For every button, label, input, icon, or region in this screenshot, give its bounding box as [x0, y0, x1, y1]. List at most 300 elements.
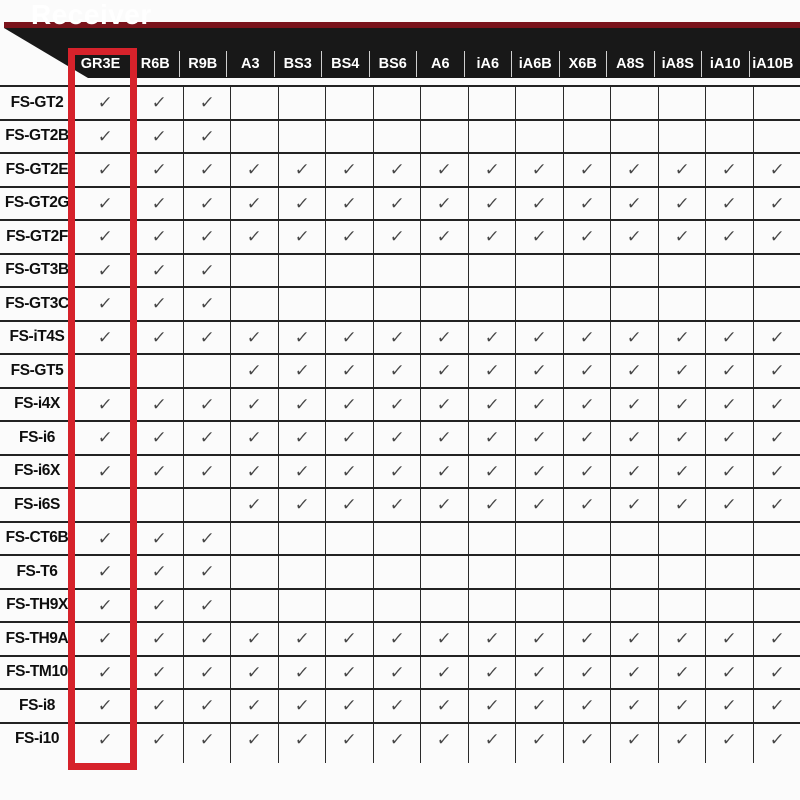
compat-cell-empty [420, 87, 468, 119]
compat-cell-empty [705, 255, 753, 287]
compat-cell-checked [74, 87, 135, 119]
column-header-a3: A3 [226, 51, 274, 77]
check-icon: ✓ [721, 227, 738, 247]
check-icon: ✓ [388, 662, 405, 682]
compat-cell-empty [420, 288, 468, 320]
grid-stub-line [753, 755, 800, 763]
check-icon: ✓ [436, 227, 453, 247]
check-icon: ✓ [96, 595, 114, 615]
check-icon: ✓ [531, 729, 548, 749]
compat-cell-checked [135, 590, 183, 622]
check-icon: ✓ [151, 294, 168, 314]
compat-cell-checked [610, 690, 658, 722]
compat-cell-empty [705, 288, 753, 320]
compat-cell-checked [183, 87, 231, 119]
compat-cell-empty [753, 255, 800, 287]
column-header-r9b: R9B [179, 51, 227, 77]
compat-cell-checked [325, 188, 373, 220]
compat-cell-checked [183, 221, 231, 253]
compat-cell-empty [373, 556, 421, 588]
compat-cell-empty [610, 121, 658, 153]
check-icon: ✓ [578, 428, 595, 448]
check-icon: ✓ [721, 461, 738, 481]
grid-stub-spacer [0, 755, 74, 763]
compat-cell-checked [420, 489, 468, 521]
check-icon: ✓ [96, 562, 114, 582]
compat-cell-checked [420, 623, 468, 655]
check-icon: ✓ [388, 394, 405, 414]
check-icon: ✓ [151, 160, 168, 180]
compat-cell-checked [515, 422, 563, 454]
compat-cell-checked [753, 489, 800, 521]
compat-cell-checked [183, 690, 231, 722]
row-label: FS-GT2B [5, 127, 69, 145]
compat-cell-empty [515, 556, 563, 588]
compat-cell-checked [468, 724, 516, 756]
compat-cell-checked [563, 355, 611, 387]
compat-cell-checked [183, 724, 231, 756]
compat-cell-checked [373, 690, 421, 722]
check-icon: ✓ [626, 461, 643, 481]
compat-cell-checked [610, 221, 658, 253]
check-icon: ✓ [578, 227, 595, 247]
compat-cell-checked [610, 456, 658, 488]
compat-cell-empty [373, 87, 421, 119]
compat-cell-checked [183, 456, 231, 488]
compat-cell-checked [753, 623, 800, 655]
compat-cell-checked [563, 389, 611, 421]
check-icon: ✓ [626, 394, 643, 414]
check-icon: ✓ [436, 461, 453, 481]
compat-cell-empty [420, 523, 468, 555]
check-icon: ✓ [578, 327, 595, 347]
check-icon: ✓ [626, 662, 643, 682]
row-label: FS-GT5 [10, 361, 64, 379]
compat-cell-checked [230, 690, 278, 722]
compat-cell-checked [420, 188, 468, 220]
banner-title: Receiver [31, 0, 152, 30]
check-icon: ✓ [198, 193, 215, 213]
table-row-fs-i4x [0, 387, 800, 421]
check-icon: ✓ [198, 327, 215, 347]
compat-cell-empty [515, 121, 563, 153]
check-icon: ✓ [293, 193, 310, 213]
compat-cell-checked [135, 556, 183, 588]
check-icon: ✓ [721, 394, 738, 414]
compat-cell-empty [610, 288, 658, 320]
compat-cell-checked [563, 322, 611, 354]
compat-cell-checked [705, 355, 753, 387]
check-icon: ✓ [198, 662, 215, 682]
compat-cell-checked [74, 422, 135, 454]
check-icon: ✓ [388, 696, 405, 716]
compat-cell-checked [278, 221, 326, 253]
check-icon: ✓ [96, 629, 114, 649]
check-icon: ✓ [768, 227, 785, 247]
check-icon: ✓ [483, 696, 500, 716]
compat-cell-checked [373, 623, 421, 655]
compat-cell-checked [468, 657, 516, 689]
compat-cell-checked [705, 188, 753, 220]
check-icon: ✓ [246, 729, 263, 749]
compat-cell-checked [515, 690, 563, 722]
check-icon: ✓ [721, 495, 738, 515]
check-icon: ✓ [578, 394, 595, 414]
compat-cell-checked [230, 657, 278, 689]
check-icon: ✓ [626, 361, 643, 381]
check-icon: ✓ [531, 160, 548, 180]
check-icon: ✓ [198, 461, 215, 481]
table-row-fs-gt5 [0, 353, 800, 387]
compat-cell-empty [325, 288, 373, 320]
compat-cell-empty [705, 556, 753, 588]
check-icon: ✓ [768, 428, 785, 448]
row-label: FS-TH9A [5, 629, 69, 647]
column-header-ia6: iA6 [464, 51, 512, 77]
compat-cell-checked [658, 724, 706, 756]
compat-cell-empty [563, 590, 611, 622]
grid-stub-line [468, 755, 516, 763]
check-icon: ✓ [341, 361, 358, 381]
check-icon: ✓ [198, 294, 215, 314]
compat-cell-checked [135, 154, 183, 186]
check-icon: ✓ [293, 662, 310, 682]
check-icon: ✓ [673, 428, 690, 448]
compat-cell-checked [753, 221, 800, 253]
row-label: FS-i8 [19, 696, 55, 714]
compat-cell-empty [563, 288, 611, 320]
grid-stub-line [515, 755, 563, 763]
check-icon: ✓ [96, 327, 114, 347]
table-row-fs-tm10 [0, 655, 800, 689]
compat-cell-checked [278, 188, 326, 220]
compat-cell-checked [610, 154, 658, 186]
compat-cell-checked [515, 154, 563, 186]
compat-cell-empty [325, 590, 373, 622]
compat-cell-empty [325, 121, 373, 153]
check-icon: ✓ [246, 428, 263, 448]
check-icon: ✓ [626, 729, 643, 749]
check-icon: ✓ [198, 394, 215, 414]
compat-cell-checked [74, 523, 135, 555]
grid-stub-line [74, 755, 135, 763]
compat-cell-empty [278, 121, 326, 153]
compat-cell-empty [135, 355, 183, 387]
compat-cell-checked [468, 154, 516, 186]
check-icon: ✓ [578, 629, 595, 649]
compat-cell-empty [135, 489, 183, 521]
check-icon: ✓ [483, 428, 500, 448]
compat-cell-checked [230, 623, 278, 655]
check-icon: ✓ [246, 495, 263, 515]
check-icon: ✓ [96, 696, 114, 716]
check-icon: ✓ [388, 495, 405, 515]
compat-cell-checked [563, 456, 611, 488]
check-icon: ✓ [151, 595, 168, 615]
compat-cell-checked [420, 355, 468, 387]
compat-cell-checked [610, 489, 658, 521]
check-icon: ✓ [96, 93, 114, 113]
check-icon: ✓ [293, 428, 310, 448]
check-icon: ✓ [436, 696, 453, 716]
compat-cell-empty [468, 590, 516, 622]
compat-cell-checked [420, 657, 468, 689]
compat-cell-checked [515, 623, 563, 655]
compat-cell-checked [230, 724, 278, 756]
check-icon: ✓ [293, 327, 310, 347]
compat-cell-checked [515, 322, 563, 354]
compat-cell-empty [183, 355, 231, 387]
check-icon: ✓ [198, 629, 215, 649]
check-icon: ✓ [341, 495, 358, 515]
check-icon: ✓ [388, 227, 405, 247]
compat-cell-checked [278, 657, 326, 689]
compat-cell-checked [135, 623, 183, 655]
compat-cell-empty [373, 288, 421, 320]
column-header-bs6: BS6 [369, 51, 417, 77]
compat-cell-checked [705, 221, 753, 253]
table-row-fs-i10 [0, 722, 800, 756]
check-icon: ✓ [151, 126, 168, 146]
check-icon: ✓ [531, 227, 548, 247]
compat-cell-empty [230, 121, 278, 153]
check-icon: ✓ [96, 528, 114, 548]
check-icon: ✓ [721, 729, 738, 749]
compat-cell-checked [373, 322, 421, 354]
check-icon: ✓ [768, 160, 785, 180]
compat-cell-empty [325, 255, 373, 287]
grid-stub-line [658, 755, 706, 763]
compat-cell-checked [74, 121, 135, 153]
grid-stub-line [610, 755, 658, 763]
compat-cell-checked [135, 87, 183, 119]
check-icon: ✓ [151, 528, 168, 548]
compat-cell-checked [135, 456, 183, 488]
compat-cell-empty [420, 556, 468, 588]
check-icon: ✓ [578, 193, 595, 213]
compat-cell-checked [373, 188, 421, 220]
column-header-r6b: R6B [131, 51, 179, 77]
check-icon: ✓ [483, 729, 500, 749]
compat-cell-checked [325, 322, 373, 354]
compat-cell-checked [705, 456, 753, 488]
check-icon: ✓ [293, 495, 310, 515]
check-icon: ✓ [246, 193, 263, 213]
compat-cell-checked [658, 657, 706, 689]
check-icon: ✓ [578, 662, 595, 682]
table-row-fs-ct6b [0, 521, 800, 555]
compat-cell-checked [420, 322, 468, 354]
compat-cell-empty [468, 255, 516, 287]
compat-cell-empty [658, 288, 706, 320]
check-icon: ✓ [483, 160, 500, 180]
compat-cell-checked [183, 657, 231, 689]
check-icon: ✓ [96, 662, 114, 682]
check-icon: ✓ [436, 662, 453, 682]
compat-cell-checked [420, 221, 468, 253]
compat-cell-checked [373, 355, 421, 387]
compat-cell-checked [515, 221, 563, 253]
compat-cell-checked [420, 389, 468, 421]
compat-cell-checked [705, 154, 753, 186]
compat-cell-empty [325, 523, 373, 555]
check-icon: ✓ [388, 327, 405, 347]
check-icon: ✓ [293, 461, 310, 481]
compat-cell-empty [230, 556, 278, 588]
check-icon: ✓ [151, 227, 168, 247]
table-row-fs-gt2b [0, 119, 800, 153]
check-icon: ✓ [436, 428, 453, 448]
compat-cell-empty [705, 590, 753, 622]
compat-cell-checked [230, 154, 278, 186]
check-icon: ✓ [673, 361, 690, 381]
column-header-ia6b: iA6B [511, 51, 559, 77]
check-icon: ✓ [673, 729, 690, 749]
check-icon: ✓ [151, 260, 168, 280]
compat-cell-empty [753, 87, 800, 119]
compat-cell-empty [420, 255, 468, 287]
check-icon: ✓ [198, 227, 215, 247]
check-icon: ✓ [293, 361, 310, 381]
compat-cell-checked [183, 623, 231, 655]
compat-cell-checked [563, 623, 611, 655]
compat-cell-checked [515, 188, 563, 220]
compat-cell-checked [515, 657, 563, 689]
check-icon: ✓ [388, 729, 405, 749]
check-icon: ✓ [673, 193, 690, 213]
check-icon: ✓ [436, 193, 453, 213]
check-icon: ✓ [293, 729, 310, 749]
check-icon: ✓ [531, 629, 548, 649]
compat-cell-checked [658, 188, 706, 220]
compat-cell-checked [325, 221, 373, 253]
check-icon: ✓ [626, 428, 643, 448]
compat-cell-checked [74, 657, 135, 689]
compat-cell-checked [135, 657, 183, 689]
check-icon: ✓ [293, 227, 310, 247]
check-icon: ✓ [673, 696, 690, 716]
column-header-gr3e: GR3E [80, 56, 121, 72]
compat-cell-empty [705, 523, 753, 555]
compat-cell-empty [610, 87, 658, 119]
check-icon: ✓ [246, 662, 263, 682]
grid-stub-line [135, 755, 183, 763]
row-label: FS-GT2E [5, 160, 69, 178]
compat-cell-checked [230, 355, 278, 387]
compat-cell-checked [468, 623, 516, 655]
check-icon: ✓ [293, 629, 310, 649]
check-icon: ✓ [721, 629, 738, 649]
compat-cell-checked [74, 288, 135, 320]
compat-cell-checked [325, 489, 373, 521]
grid-stub-line [420, 755, 468, 763]
compat-cell-empty [373, 523, 421, 555]
table-row-fs-gt3b [0, 253, 800, 287]
compat-cell-checked [183, 422, 231, 454]
compat-cell-checked [135, 221, 183, 253]
check-icon: ✓ [293, 696, 310, 716]
table-row-fs-i6 [0, 420, 800, 454]
check-icon: ✓ [721, 696, 738, 716]
compat-cell-empty [230, 255, 278, 287]
check-icon: ✓ [341, 629, 358, 649]
check-icon: ✓ [578, 729, 595, 749]
compat-cell-checked [74, 154, 135, 186]
check-icon: ✓ [436, 729, 453, 749]
check-icon: ✓ [483, 662, 500, 682]
check-icon: ✓ [768, 193, 785, 213]
check-icon: ✓ [246, 327, 263, 347]
compat-cell-checked [753, 422, 800, 454]
compat-cell-empty [515, 255, 563, 287]
compat-cell-empty [468, 523, 516, 555]
grid-stub-line [278, 755, 326, 763]
table-row-fs-i8 [0, 688, 800, 722]
compat-cell-empty [658, 255, 706, 287]
compat-cell-checked [610, 657, 658, 689]
check-icon: ✓ [246, 227, 263, 247]
compat-cell-empty [230, 523, 278, 555]
table-row-fs-gt2e [0, 152, 800, 186]
compat-cell-checked [278, 489, 326, 521]
compat-cell-empty [230, 590, 278, 622]
check-icon: ✓ [483, 327, 500, 347]
check-icon: ✓ [578, 495, 595, 515]
compat-cell-checked [278, 690, 326, 722]
check-icon: ✓ [436, 495, 453, 515]
compat-cell-checked [658, 221, 706, 253]
compat-cell-empty [563, 523, 611, 555]
compat-cell-empty [563, 121, 611, 153]
column-header-x6b: X6B [559, 51, 607, 77]
column-header-bs4: BS4 [321, 51, 369, 77]
compat-cell-checked [658, 489, 706, 521]
check-icon: ✓ [768, 629, 785, 649]
compat-cell-checked [325, 623, 373, 655]
check-icon: ✓ [341, 193, 358, 213]
row-label: FS-T6 [16, 562, 58, 580]
compat-cell-checked [325, 422, 373, 454]
compat-cell-checked [468, 221, 516, 253]
row-label: FS-CT6B [5, 529, 69, 547]
compat-cell-empty [468, 87, 516, 119]
check-icon: ✓ [626, 696, 643, 716]
compat-cell-empty [563, 556, 611, 588]
compat-cell-checked [230, 489, 278, 521]
check-icon: ✓ [341, 662, 358, 682]
row-label: FS-GT3C [5, 294, 69, 312]
compat-cell-checked [278, 389, 326, 421]
check-icon: ✓ [531, 327, 548, 347]
compat-cell-checked [515, 489, 563, 521]
column-header-ia8s: iA8S [654, 51, 702, 77]
check-icon: ✓ [96, 428, 114, 448]
compat-cell-empty [278, 523, 326, 555]
check-icon: ✓ [341, 729, 358, 749]
compat-cell-checked [325, 389, 373, 421]
check-icon: ✓ [96, 227, 114, 247]
check-icon: ✓ [151, 562, 168, 582]
compat-cell-checked [468, 188, 516, 220]
check-icon: ✓ [626, 629, 643, 649]
compat-cell-checked [515, 724, 563, 756]
compat-cell-checked [183, 121, 231, 153]
row-label: FS-i6 [19, 428, 55, 446]
compat-cell-checked [753, 322, 800, 354]
check-icon: ✓ [483, 227, 500, 247]
check-icon: ✓ [673, 662, 690, 682]
check-icon: ✓ [96, 260, 114, 280]
